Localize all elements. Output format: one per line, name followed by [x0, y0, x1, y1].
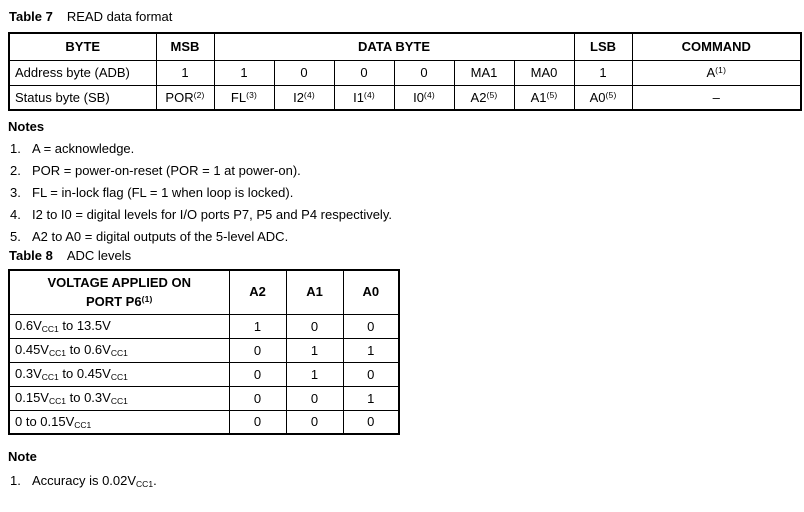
cell-footnote-ref: (3)	[246, 89, 258, 100]
cell-text: 0.6V	[15, 318, 42, 333]
cell-text: 0.3V	[15, 366, 42, 381]
cell-subscript: CC1	[110, 372, 128, 382]
table8-caption-title: ADC levels	[66, 248, 132, 263]
table-row	[9, 362, 399, 386]
table-cell	[394, 60, 454, 85]
table-cell	[274, 85, 334, 110]
cell-text: 0.15V	[15, 390, 49, 405]
table-cell	[156, 60, 214, 85]
cell-text: A2	[470, 89, 487, 105]
cell-text: 1	[599, 65, 607, 80]
table7-col-command: COMMAND	[632, 33, 801, 60]
cell-text: to 0.6V	[66, 342, 111, 357]
cell-text: PORT P6	[85, 293, 142, 309]
table-cell: 0	[229, 362, 286, 386]
table-cell: 1	[343, 386, 399, 410]
table-cell	[214, 85, 274, 110]
row-label-cell: Address byte (ADB)	[9, 60, 156, 85]
cell-text: to 0.45V	[58, 366, 111, 381]
cell-text: 0.45V	[15, 342, 49, 357]
table-cell: 0	[229, 410, 286, 434]
cell-text: A0	[589, 89, 606, 105]
note-item	[8, 141, 800, 157]
table7-col-lsb: LSB	[574, 33, 632, 60]
voltage-header-line2	[10, 291, 229, 310]
table-cell: 0	[343, 314, 399, 338]
cell-text: 0	[360, 65, 368, 80]
note-text: I2 to I0 = digital levels for I/O ports P7, P5 and P4 respectively.	[32, 207, 392, 222]
cell-subscript: CC1	[41, 372, 59, 382]
note-text: POR = power-on-reset (POR = 1 at power-on).	[32, 163, 301, 178]
table-cell: 0	[229, 386, 286, 410]
table-cell	[454, 60, 514, 85]
note-number: 1.	[10, 473, 21, 488]
row-label-cell	[9, 386, 229, 410]
cell-footnote-ref: (1)	[141, 293, 153, 304]
cell-subscript: CC1	[48, 348, 66, 358]
table7-header-row	[9, 33, 801, 60]
row-label-cell	[9, 410, 229, 434]
table-cell: 1	[286, 362, 343, 386]
note-text-part: Accuracy is 0.02V	[32, 473, 137, 488]
table8-caption	[9, 248, 800, 264]
cell-subscript: CC1	[48, 396, 66, 406]
table8-adc-levels	[8, 269, 400, 435]
table-cell: 1	[229, 314, 286, 338]
table8-col-voltage	[9, 270, 229, 314]
note-heading: Note	[8, 449, 37, 464]
table-cell	[274, 60, 334, 85]
table-cell	[214, 60, 274, 85]
cell-footnote-ref: (4)	[363, 89, 375, 100]
voltage-header-line1: VOLTAGE APPLIED ON	[47, 274, 191, 290]
cell-subscript: CC1	[74, 419, 92, 430]
cell-text: A	[706, 65, 716, 80]
row-label-cell	[9, 362, 229, 386]
row-label-cell	[9, 314, 229, 338]
cell-text: MA0	[530, 65, 558, 80]
table8-col-a1: A1	[286, 270, 343, 314]
cell-text: I2	[293, 89, 304, 105]
cell-text: 0	[300, 65, 308, 80]
table-cell: 0	[343, 410, 399, 434]
cell-subscript: CC1	[41, 324, 59, 334]
table8-col-a2: A2	[229, 270, 286, 314]
note-text: FL = in-lock flag (FL = 1 when loop is locked).	[32, 185, 294, 200]
note-item	[8, 185, 800, 201]
table7-col-data-byte: DATA BYTE	[214, 33, 574, 60]
note-number: 2.	[10, 163, 21, 178]
note-item	[8, 163, 800, 179]
cell-text: 1	[181, 65, 189, 80]
table7-caption-label: Table 7	[9, 9, 53, 24]
table-row	[9, 410, 399, 434]
table7-caption-title: READ data format	[66, 9, 173, 24]
cell-text: 1	[240, 65, 248, 80]
cell-text: to 0.3V	[66, 390, 111, 405]
table-cell	[156, 85, 214, 110]
table-cell: 0	[343, 362, 399, 386]
note-text: A = acknowledge.	[32, 141, 135, 156]
note-text-part: .	[153, 473, 157, 488]
table-row	[9, 314, 399, 338]
cell-subscript: CC1	[110, 348, 128, 358]
note-subscript: CC1	[136, 479, 154, 489]
cell-footnote-ref: (4)	[423, 89, 435, 100]
table-cell	[454, 85, 514, 110]
table-cell	[394, 85, 454, 110]
note-item	[8, 207, 800, 223]
notes-heading: Notes	[8, 119, 45, 134]
table8-col-a0: A0	[343, 270, 399, 314]
table-row-status-byte	[9, 85, 801, 110]
table-cell	[514, 60, 574, 85]
note-text: A2 to A0 = digital outputs of the 5-level ADC.	[32, 229, 289, 244]
table7-caption	[9, 9, 800, 25]
table7-col-byte: BYTE	[9, 33, 156, 60]
table-cell: 0	[286, 410, 343, 434]
table-cell	[514, 85, 574, 110]
note-number: 4.	[10, 207, 21, 222]
row-label-cell	[9, 338, 229, 362]
cell-text: MA1	[470, 65, 498, 80]
table-cell	[334, 60, 394, 85]
table-row	[9, 338, 399, 362]
cell-text: A1	[530, 89, 547, 105]
note-item	[8, 473, 800, 492]
table-cell	[334, 85, 394, 110]
cell-footnote-ref: (1)	[715, 65, 727, 75]
cell-footnote-ref: (2)	[193, 89, 205, 100]
row-label-cell: Status byte (SB)	[9, 85, 156, 110]
table-cell	[632, 85, 801, 110]
cell-text: I1	[353, 89, 364, 105]
cell-footnote-ref: (4)	[303, 89, 315, 100]
cell-text: 0	[420, 65, 428, 80]
table-cell: 0	[286, 386, 343, 410]
note-number: 1.	[10, 141, 21, 156]
table-row-address-byte	[9, 60, 801, 85]
note-item	[8, 229, 800, 245]
table8-caption-label: Table 8	[9, 248, 53, 263]
cell-text: –	[712, 89, 720, 105]
cell-text: FL	[230, 89, 247, 105]
table-cell	[632, 60, 801, 85]
table7-read-data-format	[8, 32, 802, 111]
note-text	[32, 473, 157, 492]
cell-text: I0	[413, 89, 424, 105]
table-cell	[574, 85, 632, 110]
note-number: 3.	[10, 185, 21, 200]
table-cell	[574, 60, 632, 85]
cell-subscript: CC1	[110, 396, 128, 406]
table7-col-msb: MSB	[156, 33, 214, 60]
cell-text: 0 to 0.15V	[15, 413, 75, 429]
cell-text: POR	[165, 89, 194, 105]
table-cell: 0	[229, 338, 286, 362]
table-cell: 1	[286, 338, 343, 362]
cell-footnote-ref: (5)	[605, 89, 617, 100]
note-number: 5.	[10, 229, 21, 244]
cell-footnote-ref: (5)	[546, 89, 558, 100]
cell-footnote-ref: (5)	[486, 89, 498, 100]
cell-text: to 13.5V	[58, 318, 111, 333]
table-cell: 0	[286, 314, 343, 338]
table8-header-row	[9, 270, 399, 314]
table-row	[9, 386, 399, 410]
table-cell: 1	[343, 338, 399, 362]
